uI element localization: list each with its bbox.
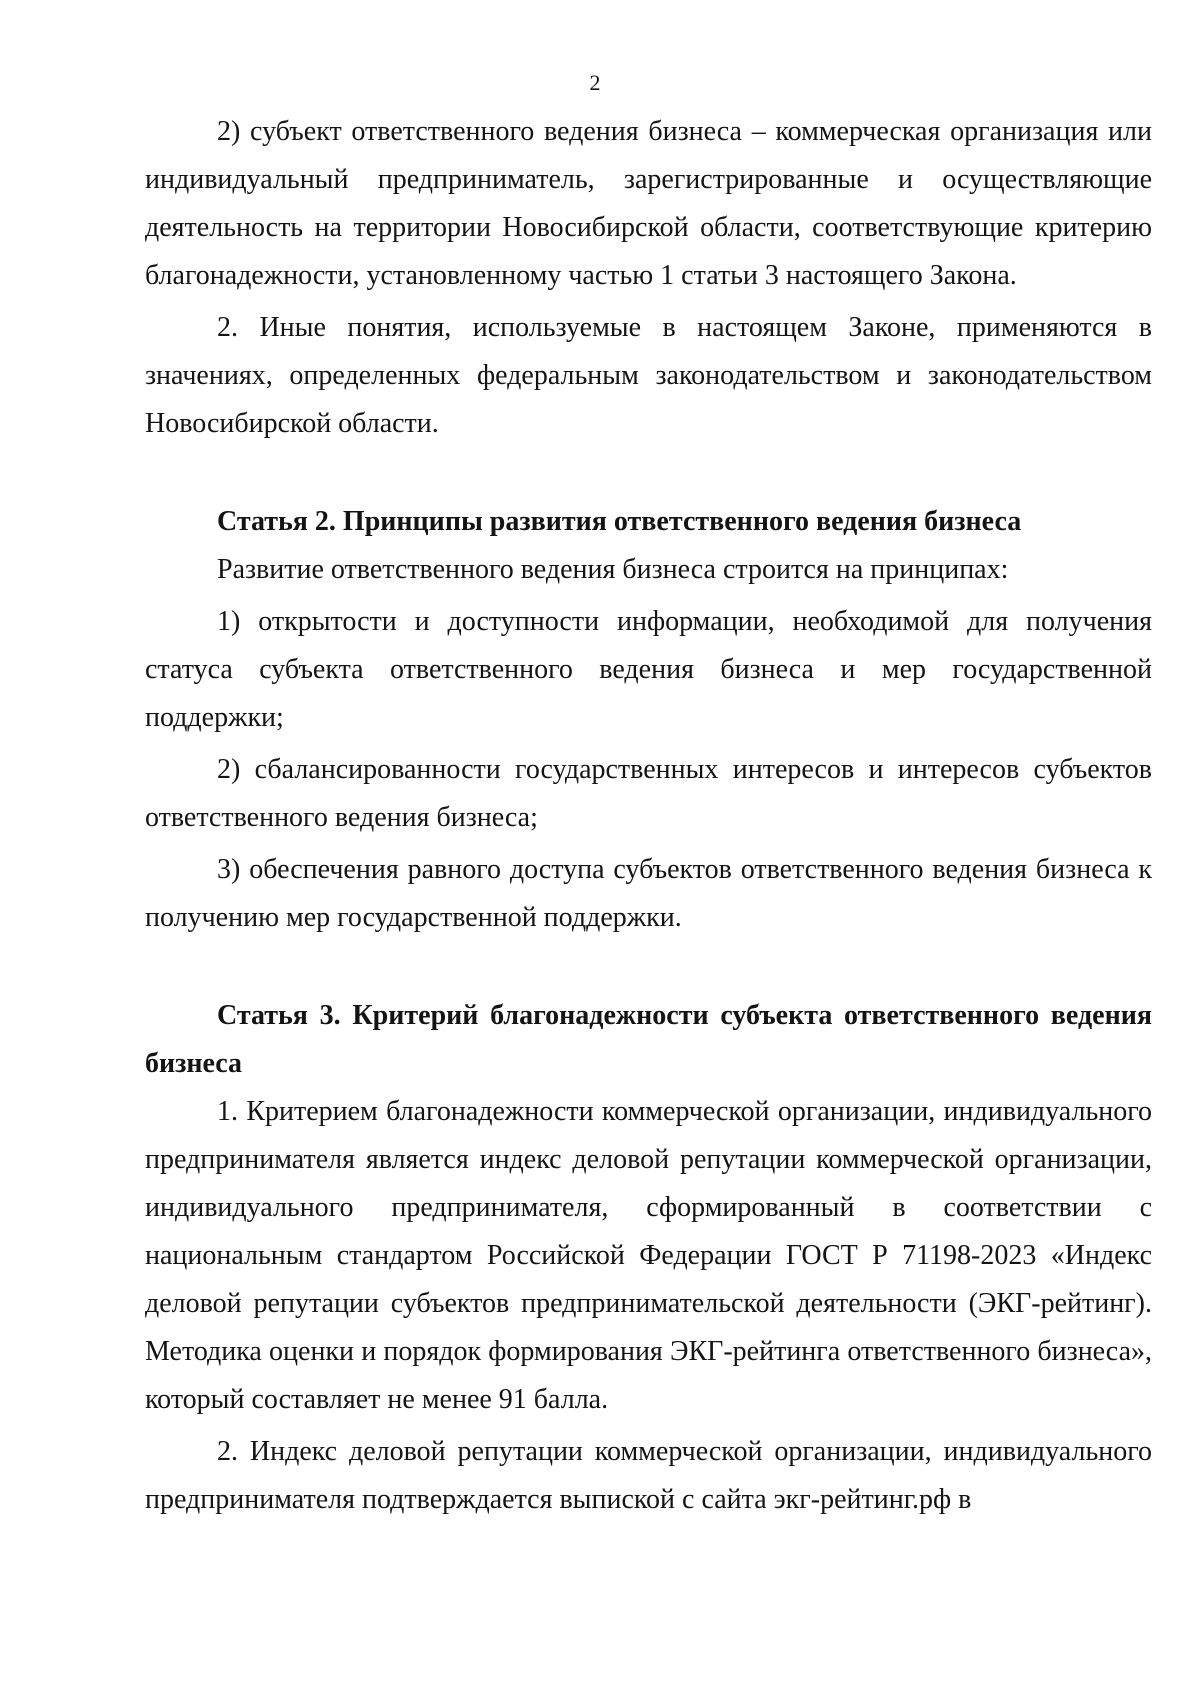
paragraph-principle-1: 1) открытости и доступности информации, необходимой для получения статуса субъекта ответственного ведения бизнеса и мер государственной поддержки; bbox=[145, 606, 1152, 733]
paragraph-criterion-1: 1. Критерием благонадежности коммерческой организации, индивидуального предпринимателя является индекс деловой репутации коммерческой организации, индивидуального предпринимателя, сформированный в соответствии с национальным стандартом Российской Федерации ГОСТ Р 71198-2023 «Индекс деловой репутации субъектов предпринимательской деятельности (ЭКГ-рейтинг). Методика оценки и порядок формирования ЭКГ-рейтинга ответственного бизнеса», который составляет не менее 91 балла. bbox=[145, 1096, 1152, 1415]
paragraph-definition-subject: 2) субъект ответственного ведения бизнеса – коммерческая организация или индивидуальный предприниматель, зарегистрированные и осуществляющие деятельность на территории Новосибирской области, соответствующие критерию благонадежности, установленному частью 1 статьи 3 настоящего Закона. bbox=[145, 116, 1152, 291]
page-number: 2 bbox=[589, 70, 601, 95]
paragraph-principle-3: 3) обеспечения равного доступа субъектов ответственного ведения бизнеса к получению мер государственной поддержки. bbox=[145, 854, 1152, 933]
paragraph-other-terms: 2. Иные понятия, используемые в настоящем Законе, применяются в значениях, определенных федеральным законодательством и законодательством Новосибирской области. bbox=[145, 312, 1152, 439]
document-body bbox=[145, 108, 1152, 1524]
paragraph-principles-intro: Развитие ответственного ведения бизнеса строится на принципах: bbox=[217, 554, 1009, 585]
article-2-title: Статья 2. Принципы развития ответственного ведения бизнеса bbox=[217, 506, 1022, 537]
paragraph-principle-2: 2) сбалансированности государственных интересов и интересов субъектов ответственного ведения бизнеса; bbox=[145, 754, 1152, 833]
article-3-title: Статья 3. Критерий благонадежности субъекта ответственного ведения бизнеса bbox=[145, 1000, 1152, 1079]
paragraph-criterion-2: 2. Индекс деловой репутации коммерческой организации, индивидуального предпринимателя подтверждается выпиской с сайта экг-рейтинг.рф в bbox=[145, 1436, 1152, 1515]
